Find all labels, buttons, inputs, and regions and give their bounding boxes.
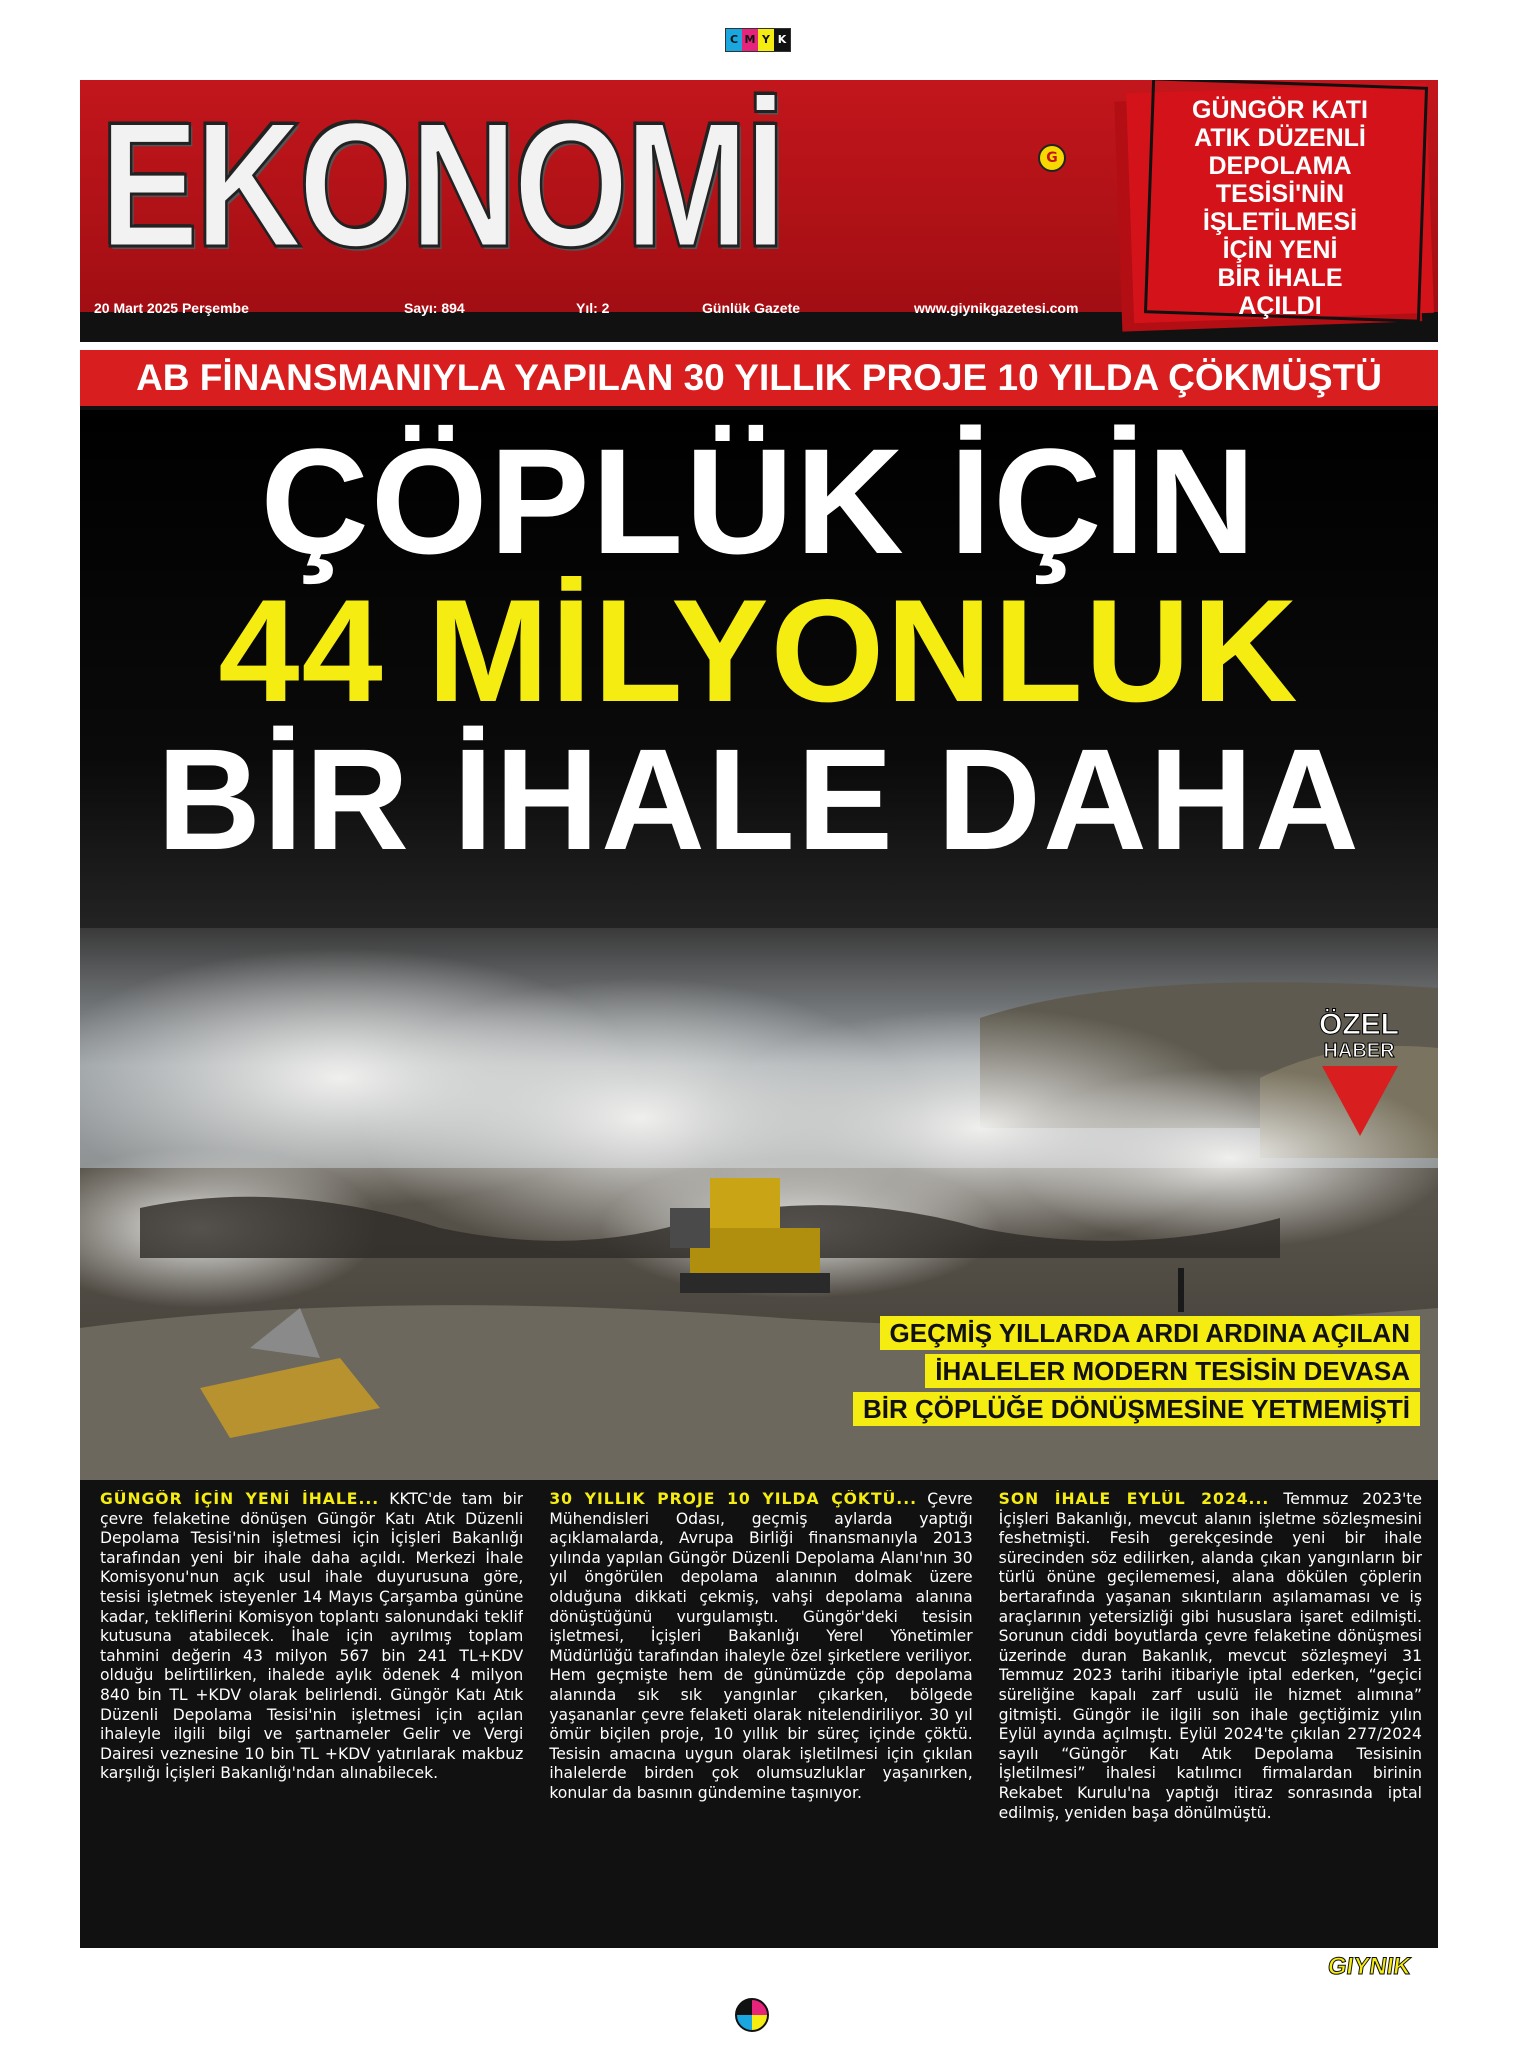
promo-line: GÜNGÖR KATI: [1192, 96, 1368, 124]
issue-year: Yıl: 2: [576, 300, 610, 316]
promo-line: DEPOLAMA: [1208, 152, 1352, 180]
exclusive-badge-line-2: HABER: [1323, 1040, 1395, 1062]
badge-triangle-icon: [1322, 1066, 1398, 1136]
column-lead: 30 YILLIK PROJE 10 YILDA ÇÖKTÜ...: [549, 1490, 918, 1508]
article-column-1: [100, 1490, 523, 1942]
paper-type: Günlük Gazete: [702, 300, 801, 316]
promo-line: TESİSİ'NİN: [1215, 180, 1345, 208]
cmyk-registration-mark: [725, 28, 791, 52]
newspaper-logo: EKONOMİ: [100, 85, 783, 284]
cmyk-c: C: [726, 29, 742, 51]
kicker-divider: [80, 342, 1438, 350]
promo-line: İÇİN YENİ: [1222, 236, 1338, 264]
masthead: [80, 80, 1438, 320]
promo-line: İŞLETİLMESİ: [1202, 208, 1358, 236]
headline-line-3: BİR İHALE DAHA: [157, 719, 1361, 880]
exclusive-badge: [1296, 1010, 1422, 1140]
brand-logo: GIYNIK: [1326, 1953, 1413, 1980]
subhead-line: BİR ÇÖPLÜĞE DÖNÜŞMESİNE YETMEMİŞTİ: [853, 1392, 1420, 1426]
kicker-headline: AB FİNANSMANIYLA YAPILAN 30 YILLIK PROJE 10 YILDA ÇÖKMÜŞTÜ: [80, 350, 1438, 406]
column-text: Çevre Mühendisleri Odası, geçmiş aylarda yaptığı açıklamalarda, Avrupa Birliği finansmanıyla 2013 yılında yapılan Güngör Düzenli Depolama Alanı'nın 30 yıl öngörülen depolama alanının dolmak üzere olduğuna dikkati çekmiş, vahşi depolama alanına dönüştüğünü vurgulamıştı. Güngör'deki tesisin işletmesi, İçişleri Bakanlığı Yerel Yönetimler Müdürlüğü tarafından ihaleyle özel şirketlere veriliyor. Hem geçmişte hem de günümüzde çöp depolama alanında sık sık yangınlar çıkarken, bölgede yaşananlar çevre felaketi olarak nitelendiriliyor. 30 yıl ömür biçilen proje, 10 yıllık bir süreç içinde çöktü. Tesisin amacına uygun olarak işletilmesi için çıkılan ihalelerde birden çok olumsuzluklar yaşanırken, konular da basının gündemine taşınıyor.: [549, 1490, 973, 1802]
cmyk-m: M: [742, 29, 758, 51]
subhead-line: İHALELER MODERN TESİSİN DEVASA: [925, 1354, 1420, 1388]
issue-date: 20 Mart 2025 Perşembe: [94, 300, 249, 316]
promo-text: [1130, 96, 1430, 320]
column-text: Temmuz 2023'te İçişleri Bakanlığı, mevcut alanın işletme sözleşmesini feshetmişti. Fesih gerekçesinde yeni bir ihale sürecinden söz edilirken, alanda çıkan yangınların bir türlü önüne geçilememesi, alana dökülen çöplerin bertarafında yaşanan sıkıntıların aşılamaması ve iş araçlarının yetersizliği gibi hususlara işaret edilmişti. Sorunun ciddi boyutlarda çevre felaketine dönüşmesi üzerinde duran Bakanlık, mevcut sözleşmeyi 31 Temmuz 2023 tarihi itibariyle iptal ederken, “geçici süreliğine kapalı zarf usulü ile hizmet alımına” gitmişti. Güngör ile ilgili son ihale geçtiğimiz yılın Eylül ayında açılmıştı. Eylül 2024'te çıkılan 277/2024 sayılı “Güngör Katı Atık Depolama Tesisinin İşletilmesi” ihalesi katılımcı firmalardan birinin Rekabet Kurulu'na yaptığı itiraz sonrasında iptal edilmiş, yeniden başa dönülmüştü.: [998, 1490, 1422, 1822]
cmyk-y: Y: [758, 29, 774, 51]
headline-line-2: 44 MİLYONLUK: [218, 569, 1300, 732]
exclusive-badge-line-1: ÖZEL: [1319, 1008, 1399, 1041]
promo-line: BİR İHALE: [1217, 264, 1343, 292]
website-link[interactable]: www.giynikgazetesi.com: [914, 300, 1079, 316]
article-columns: [100, 1490, 1422, 1942]
registration-target-icon: [735, 1998, 769, 2032]
column-text: KKTC'de tam bir çevre felaketine dönüşen Güngör Katı Atık Düzenli Depolama Tesisi'nin işletmesi için İçişleri Bakanlığı tarafından yeni bir ihale daha açıldı. Merkezi İhale Komisyonu'nun açık usul ihale duyurusuna göre, tesisi işletmek isteyenler 14 Mayıs Çarşamba gününe kadar, tekliflerini Komisyon toplantı salonundaki teklif kutusuna atabilecek. İhale için ayrılmış toplam tahmini değerin 43 milyon 567 bin 241 TL+KDV olduğu belirtilirken, ihalede aylık ödenek 4 milyon 840 bin TL +KDV olarak belirlendi. Güngör Katı Atık Düzenli Depolama Tesisi'nin işletmesi için açılan ihaleyle ilgili bilgi ve şartnameler Gelir ve Vergi Dairesi veznesine 10 bin TL +KDV yatırılarak makbuz karşılığı İçişleri Bakanlığı'ndan alınabilecek.: [100, 1490, 524, 1783]
masthead-meta: [94, 298, 1104, 318]
promo-line: ATIK DÜZENLİ: [1194, 124, 1366, 152]
photo-subhead: [853, 1316, 1420, 1430]
column-lead: GÜNGÖR İÇİN YENİ İHALE...: [100, 1490, 380, 1508]
article-column-3: [999, 1490, 1422, 1942]
cmyk-k: K: [774, 29, 790, 51]
main-headline: [80, 410, 1438, 990]
article-column-2: [549, 1490, 972, 1942]
logo-mark-icon: G: [1038, 144, 1066, 172]
headline-line-1: ÇÖPLÜK İÇİN: [260, 417, 1258, 585]
newspaper-page: [80, 80, 1438, 1948]
column-lead: SON İHALE EYLÜL 2024...: [998, 1490, 1270, 1508]
promo-line: AÇILDI: [1238, 292, 1322, 320]
promo-box: [1130, 88, 1430, 318]
issue-number: Sayı: 894: [404, 300, 465, 316]
subhead-line: GEÇMİŞ YILLARDA ARDI ARDINA AÇILAN: [880, 1316, 1420, 1350]
